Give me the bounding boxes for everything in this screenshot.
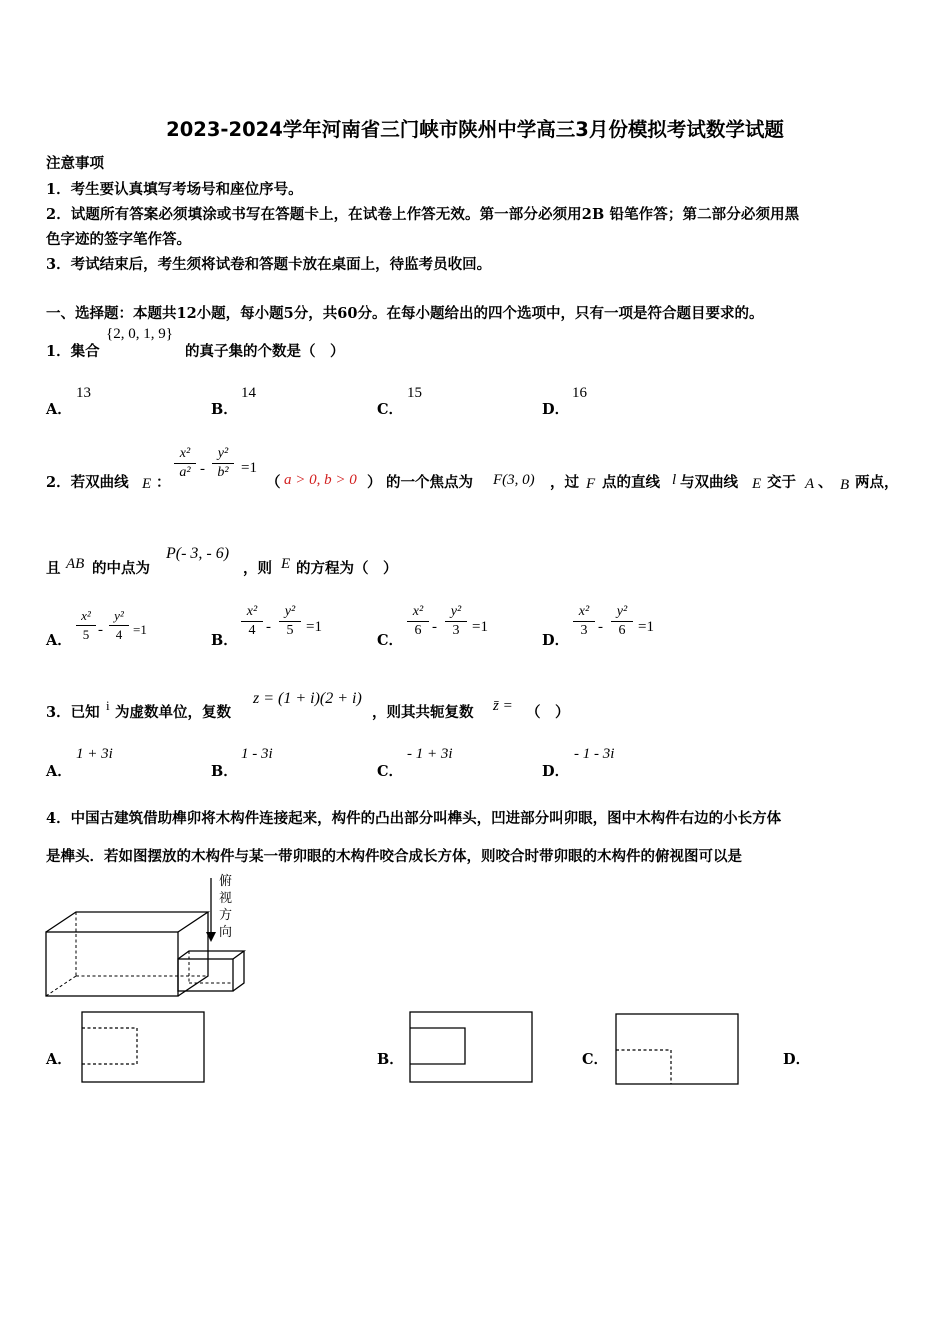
q2-sep: 、 [818, 474, 833, 491]
q2-minus: - [200, 461, 205, 477]
q2-option-b-rhs: =1 [306, 619, 322, 635]
q2-option-b-frac-1-num: x² [246, 604, 258, 619]
q2-option-d-label: D． [542, 632, 570, 649]
q2-option-b-frac-1-den: 4 [248, 623, 256, 638]
q3-option-d-value: - 1 - 3i [574, 746, 615, 762]
q2-option-a-label: A． [46, 632, 72, 649]
q2-option-d-rhs: =1 [638, 619, 654, 635]
q2-option-a-minus: - [98, 622, 103, 638]
q1-option-a-label: A． [46, 401, 72, 418]
q2-option-a-rhs: =1 [133, 622, 147, 637]
q3-option-d-label: D． [542, 763, 570, 780]
q2-cond-close: ） [367, 474, 382, 491]
q2-colon: ： [156, 474, 171, 491]
q4-option-a-figure [80, 1010, 208, 1086]
q2-option-c-frac-2 [445, 604, 467, 639]
q2-option-c-frac-1 [407, 604, 429, 639]
q2-focus: F(3, 0) [493, 472, 535, 488]
q2-condition: a > 0, b > 0 [284, 472, 357, 488]
notice-item-1: 1．考生要认真填写考场号和座位序号。 [46, 181, 303, 198]
q2-option-b-frac-2-num: y² [284, 604, 296, 619]
notice-item-2-cont: 色字迹的签字笔作答。 [46, 231, 191, 248]
page-title: 2023-2024学年河南省三门峡市陕州中学高三3月份模拟考试数学试题 [166, 118, 784, 141]
q3-text-4: （ ） [526, 704, 570, 721]
q2-frac-1 [174, 446, 196, 481]
q2-option-b-minus: - [266, 619, 271, 635]
q2-option-b-label: B． [211, 632, 238, 649]
q2-option-a-frac-2 [109, 608, 129, 643]
q4-option-a-label: A． [46, 1051, 72, 1068]
q3-option-b-label: B． [211, 763, 238, 780]
q2-option-d-minus: - [598, 619, 603, 635]
q2-option-d-frac-2-den: 6 [618, 623, 626, 638]
q1-option-a-value: 13 [76, 385, 91, 401]
q2-text-6: 交于 [767, 474, 796, 491]
q3-option-c-value: - 1 + 3i [407, 746, 453, 762]
q3-i: i [106, 698, 110, 713]
q2-f: F [586, 476, 596, 492]
q2-text-4: 点的直线 [602, 474, 660, 491]
q1-option-c-label: C． [377, 401, 404, 418]
q2-option-c-minus: - [432, 619, 437, 635]
q2-option-c-frac-2-den: 3 [452, 623, 460, 638]
view-label-char-1: 俯 [219, 874, 233, 889]
q2-option-d-frac-2-num: y² [616, 604, 628, 619]
q2-b: B [840, 477, 850, 493]
view-label-char-4: 向 [219, 925, 233, 940]
q2-frac-2-den: b² [217, 465, 229, 480]
q2-frac-2-num: y² [217, 446, 229, 461]
q2-l: l [672, 472, 677, 488]
q1-suffix: 的真子集的个数是（ ） [185, 343, 345, 360]
q2-option-a-frac-1-den: 5 [82, 627, 90, 642]
q2-ab: AB [66, 556, 85, 572]
q2-option-d-frac-2 [611, 604, 633, 639]
q1-option-b-label: B． [211, 401, 238, 418]
q4-option-c-label: C． [582, 1051, 609, 1068]
q2-e2: E [752, 476, 762, 492]
q2-frac-1-den: a² [179, 465, 191, 480]
q4-option-d-label: D． [783, 1051, 811, 1068]
q3-text-2: 为虚数单位，复数 [115, 704, 231, 721]
q3-zbar: z̄ = [493, 698, 513, 714]
q2-line2-text-3: ，则 [243, 560, 272, 577]
q2-line2-text-2: 的中点为 [92, 560, 150, 577]
q2-e: E [142, 476, 152, 492]
q2-e3: E [281, 556, 291, 572]
q2-text-5: 与双曲线 [680, 474, 738, 491]
q2-option-b-frac-2 [279, 604, 301, 639]
q2-p: P(- 3, - 6) [166, 545, 230, 562]
q4-line-1: 4．中国古建筑借助榫卯将木构件连接起来，构件的凸出部分叫榫头，凹进部分叫卯眼，图中木构件右边的小长方体 [46, 810, 782, 827]
q1-option-d-label: D． [542, 401, 570, 418]
q2-text-7: 两点， [855, 474, 899, 491]
q2-option-c-rhs: =1 [472, 619, 488, 635]
q2-frac-2 [212, 446, 234, 481]
view-label-char-2: 视 [219, 891, 233, 906]
q2-option-a-frac-1 [76, 608, 96, 643]
q2-option-a-frac-1-num: x² [81, 608, 91, 623]
q2-line2-text-1: 且 [46, 560, 61, 577]
q2-option-a-frac-2-den: 4 [115, 627, 123, 642]
q3-z-expr: z = (1 + i)(2 + i) [253, 690, 362, 707]
q2-option-d-frac-1 [573, 604, 595, 639]
q2-option-d-frac-1-den: 3 [580, 623, 588, 638]
view-label-char-3: 方 [219, 908, 233, 923]
q2-option-b-frac-2-den: 5 [286, 623, 294, 638]
q2-option-c-label: C． [377, 632, 404, 649]
q2-option-d-frac-1-num: x² [578, 604, 590, 619]
q4-option-b-figure [408, 1010, 536, 1086]
q3-option-a-value: 1 + 3i [76, 746, 113, 762]
q2-frac-1-num: x² [179, 446, 191, 461]
notice-heading: 注意事项 [46, 155, 104, 172]
q1-prefix: 1．集合 [46, 343, 100, 360]
q1-set: {2, 0, 1, 9} [106, 326, 173, 342]
q3-text-3: ，则其共轭复数 [372, 704, 474, 721]
notice-item-2: 2．试题所有答案必须填涂或书写在答题卡上，在试卷上作答无效。第一部分必须用2B 铅笔作答；第二部分必须用黑 [46, 206, 800, 223]
q3-text-1: 3．已知 [46, 704, 100, 721]
q3-option-b-value: 1 - 3i [241, 746, 273, 762]
q3-option-c-label: C． [377, 763, 404, 780]
q1-option-d-value: 16 [572, 385, 587, 401]
q2-option-c-frac-2-num: y² [450, 604, 462, 619]
notice-item-3: 3．考试结束后，考生须将试卷和答题卡放在桌面上，待监考员收回。 [46, 256, 492, 273]
q2-a: A [805, 476, 815, 492]
q4-wood-piece-figure [40, 870, 270, 1005]
q2-option-c-frac-1-den: 6 [414, 623, 422, 638]
q4-line-2: 是榫头．若如图摆放的木构件与某一带卯眼的木构件咬合成长方体，则咬合时带卯眼的木构件的俯视图可以是 [46, 848, 742, 865]
q3-option-a-label: A． [46, 763, 72, 780]
q4-view-direction-label [219, 873, 235, 941]
q2-cond-open: （ [266, 474, 281, 491]
q2-option-c-frac-1-num: x² [412, 604, 424, 619]
q4-option-c-figure [614, 1012, 742, 1088]
q4-option-b-label: B． [377, 1051, 404, 1068]
q2-option-a-frac-2-num: y² [114, 608, 124, 623]
q2-line2-text-4: 的方程为（ ） [296, 560, 398, 577]
q2-text-1: 2．若双曲线 [46, 474, 129, 491]
section-heading: 一、选择题：本题共12小题，每小题5分，共60分。在每小题给出的四个选项中，只有一项是符合题目要求的。 [46, 305, 764, 322]
q2-rhs: =1 [241, 460, 257, 476]
q1-option-c-value: 15 [407, 385, 422, 401]
q2-option-b-frac-1 [241, 604, 263, 639]
q2-text-2: 的一个焦点为 [386, 474, 473, 491]
q2-text-3: ，过 [550, 474, 579, 491]
q1-option-b-value: 14 [241, 385, 256, 401]
